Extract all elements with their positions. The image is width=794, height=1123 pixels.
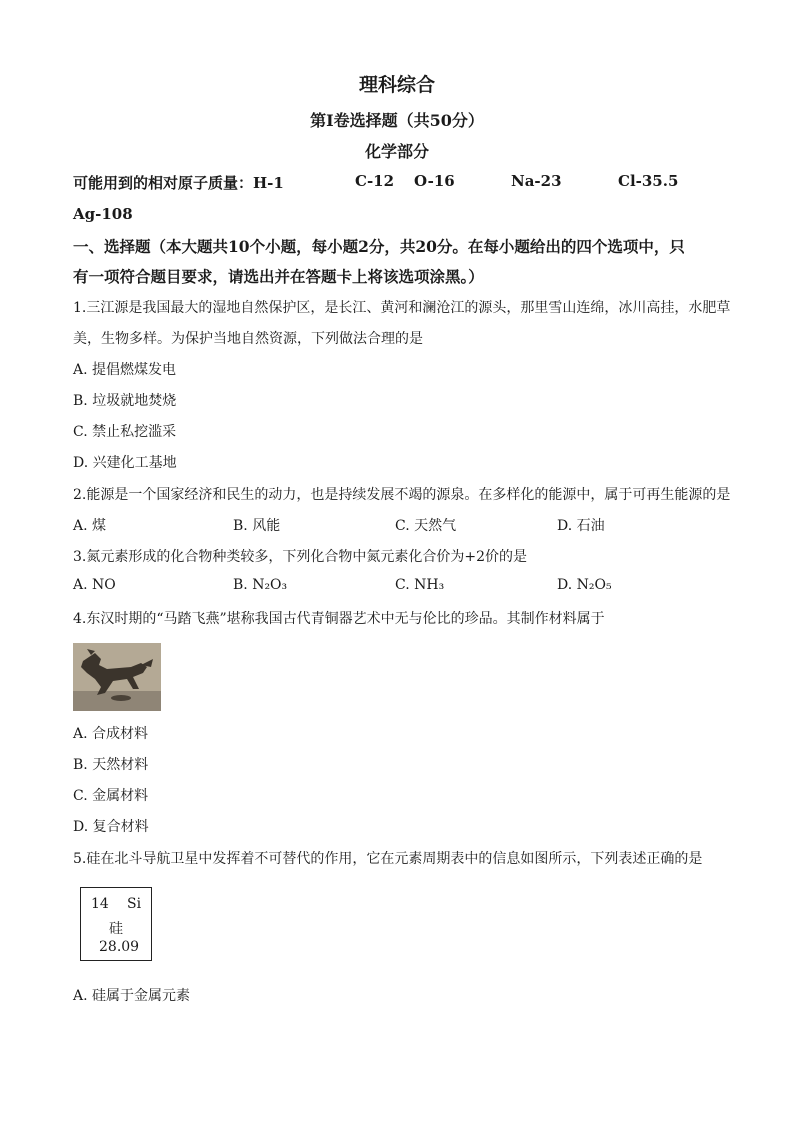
atomic-number: 14 <box>91 896 109 912</box>
exam-title: 理科综合 <box>358 74 435 96</box>
element-name: 硅 <box>109 921 123 937</box>
q3-options <box>73 577 673 597</box>
galloping-horse-image <box>73 643 161 711</box>
part1-instruction-line2: 有一项符合题目要求，请选出并在答题卡上将该选项涂黑。） <box>73 267 484 286</box>
q3-stem: 3.氮元素形成的化合物种类较多，下列化合物中氮元素化合价为+2价的是 <box>73 549 527 565</box>
q4-option-c: C. 金属材料 <box>73 788 149 804</box>
mass-o: O-16 <box>414 172 455 190</box>
q2-options <box>73 515 673 535</box>
q1-option-a: A. 提倡燃煤发电 <box>73 362 177 378</box>
bronze-horse-photo <box>73 643 161 711</box>
silicon-element-tile <box>80 887 152 961</box>
q1-stem-line2: 美，生物多样。为保护当地自然资源，下列做法合理的是 <box>73 331 423 347</box>
q3-option-a: A. NO <box>73 577 116 593</box>
q2-option-c: C. 天然气 <box>395 518 457 534</box>
q2-option-b: B. 风能 <box>233 518 281 534</box>
q1-option-d: D. 兴建化工基地 <box>73 455 177 471</box>
q4-option-d: D. 复合材料 <box>73 819 149 835</box>
q4-stem: 4.东汉时期的“马踏飞燕”堪称我国古代青铜器艺术中无与伦比的珍品。其制作材料属于 <box>73 611 605 627</box>
atomic-mass-label: 可能用到的相对原子质量：H-1 <box>73 174 284 192</box>
element-symbol: Si <box>127 896 142 912</box>
q4-option-a: A. 合成材料 <box>73 726 149 742</box>
q4-option-b: B. 天然材料 <box>73 757 149 773</box>
q3-option-d: D. N₂O₅ <box>557 577 612 593</box>
q5-option-a: A. 硅属于金属元素 <box>73 988 191 1004</box>
q2-stem: 2.能源是一个国家经济和民生的动力，也是持续发展不竭的源泉。在多样化的能源中，属于可再生能源的是 <box>73 487 731 503</box>
q5-stem: 5.硅在北斗导航卫星中发挥着不可替代的作用，它在元素周期表中的信息如图所示，下列表述正确的是 <box>73 851 703 867</box>
q3-option-b: B. N₂O₃ <box>233 577 288 593</box>
q1-option-c: C. 禁止私挖滥采 <box>73 424 177 440</box>
mass-na: Na-23 <box>511 172 562 190</box>
q2-option-d: D. 石油 <box>557 518 605 534</box>
q1-option-b: B. 垃圾就地焚烧 <box>73 393 177 409</box>
part1-instruction-line1: 一、选择题（本大题共10个小题，每小题2分，共20分。在每小题给出的四个选项中，只 <box>73 237 685 256</box>
mass-ag: Ag-108 <box>73 205 133 223</box>
q2-option-a: A. 煤 <box>73 518 107 534</box>
atomic-mass: 28.09 <box>99 939 140 955</box>
q3-option-c: C. NH₃ <box>395 577 445 593</box>
section-heading: 化学部分 <box>364 142 429 161</box>
mass-c: C-12 <box>355 172 395 190</box>
mass-cl: Cl-35.5 <box>618 172 679 190</box>
atomic-mass-line <box>73 172 773 192</box>
q1-stem-line1: 1.三江源是我国最大的湿地自然保护区，是长江、黄河和澜沧江的源头，那里雪山连绵，冰川高挂，水肥草 <box>73 300 731 316</box>
volume-heading: 第Ⅰ卷选择题（共50分） <box>310 111 484 130</box>
